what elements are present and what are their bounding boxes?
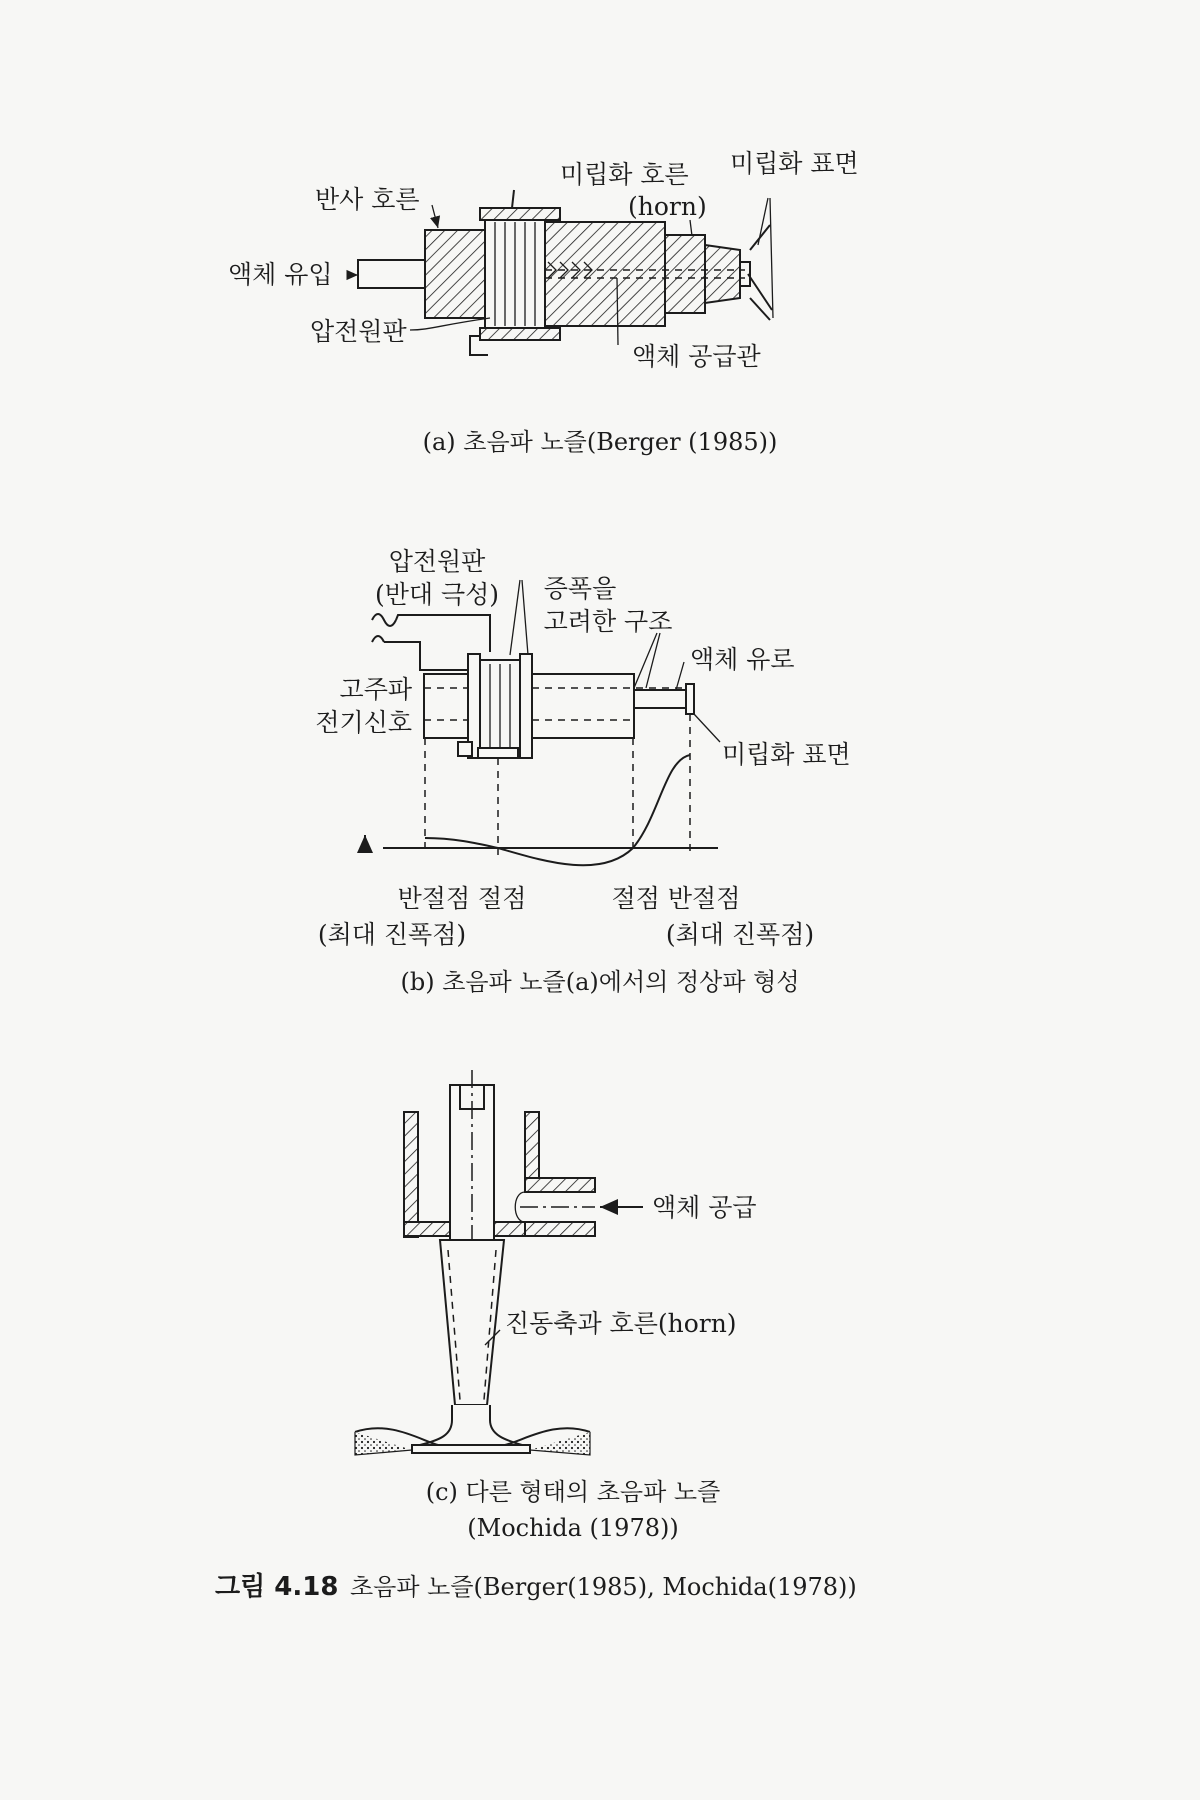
label-liquid-supply-tube: 액체 공급관 — [632, 342, 761, 371]
nozzle-c-drawing — [355, 1070, 643, 1455]
label-amp-line2: 고려한 구조 — [543, 607, 673, 636]
figure-caption — [215, 1571, 857, 1602]
diagram-a — [228, 149, 859, 456]
label-hf-line1: 고주파 — [339, 675, 412, 704]
label-atomize-horn: 미립화 호른 — [560, 160, 689, 189]
label-horn-en: (horn) — [628, 192, 707, 221]
label-opposite-polarity: (반대 극성) — [374, 580, 500, 609]
label-reflect-horn: 반사 호른 — [315, 185, 420, 214]
label-hf-line2: 전기신호 — [315, 708, 412, 737]
caption-c-line2: (Mochida (1978)) — [467, 1514, 679, 1542]
label-left-max: (최대 진폭점) — [317, 920, 467, 949]
label-piezo-disc-b: 압전원판 — [388, 547, 486, 576]
figure-title: 초음파 노즐(Berger(1985), Mochida(1978)) — [350, 1573, 857, 1601]
label-liquid-path: 액체 유로 — [690, 645, 795, 674]
diagram-b — [315, 547, 850, 996]
label-piezo-disc-a: 압전원판 — [310, 317, 407, 346]
label-liquid-supply: 액체 공급 — [652, 1193, 757, 1222]
caption-c-line1: (c) 다른 형태의 초음파 노즐 — [425, 1478, 721, 1506]
figure-number: 그림 4.18 — [215, 1572, 339, 1602]
label-amp-line1: 증폭을 — [543, 574, 617, 603]
label-right-points: 절점 반절점 — [611, 884, 741, 913]
label-liquid-inlet: 액체 유입 — [228, 260, 333, 289]
caption-a: (a) 초음파 노즐(Berger (1985)) — [422, 428, 778, 456]
nozzle-a-drawing — [350, 190, 773, 355]
label-atomize-surface-a: 미립화 표면 — [730, 149, 859, 178]
label-right-max: (최대 진폭점) — [665, 920, 815, 949]
label-vibration-horn: 진동축과 호른(horn) — [505, 1309, 737, 1338]
caption-b: (b) 초음파 노즐(a)에서의 정상파 형성 — [400, 968, 800, 996]
label-atomize-surface-b: 미립화 표면 — [722, 740, 851, 769]
diagram-c — [355, 1070, 757, 1542]
label-left-points: 반절점 절점 — [397, 884, 527, 913]
